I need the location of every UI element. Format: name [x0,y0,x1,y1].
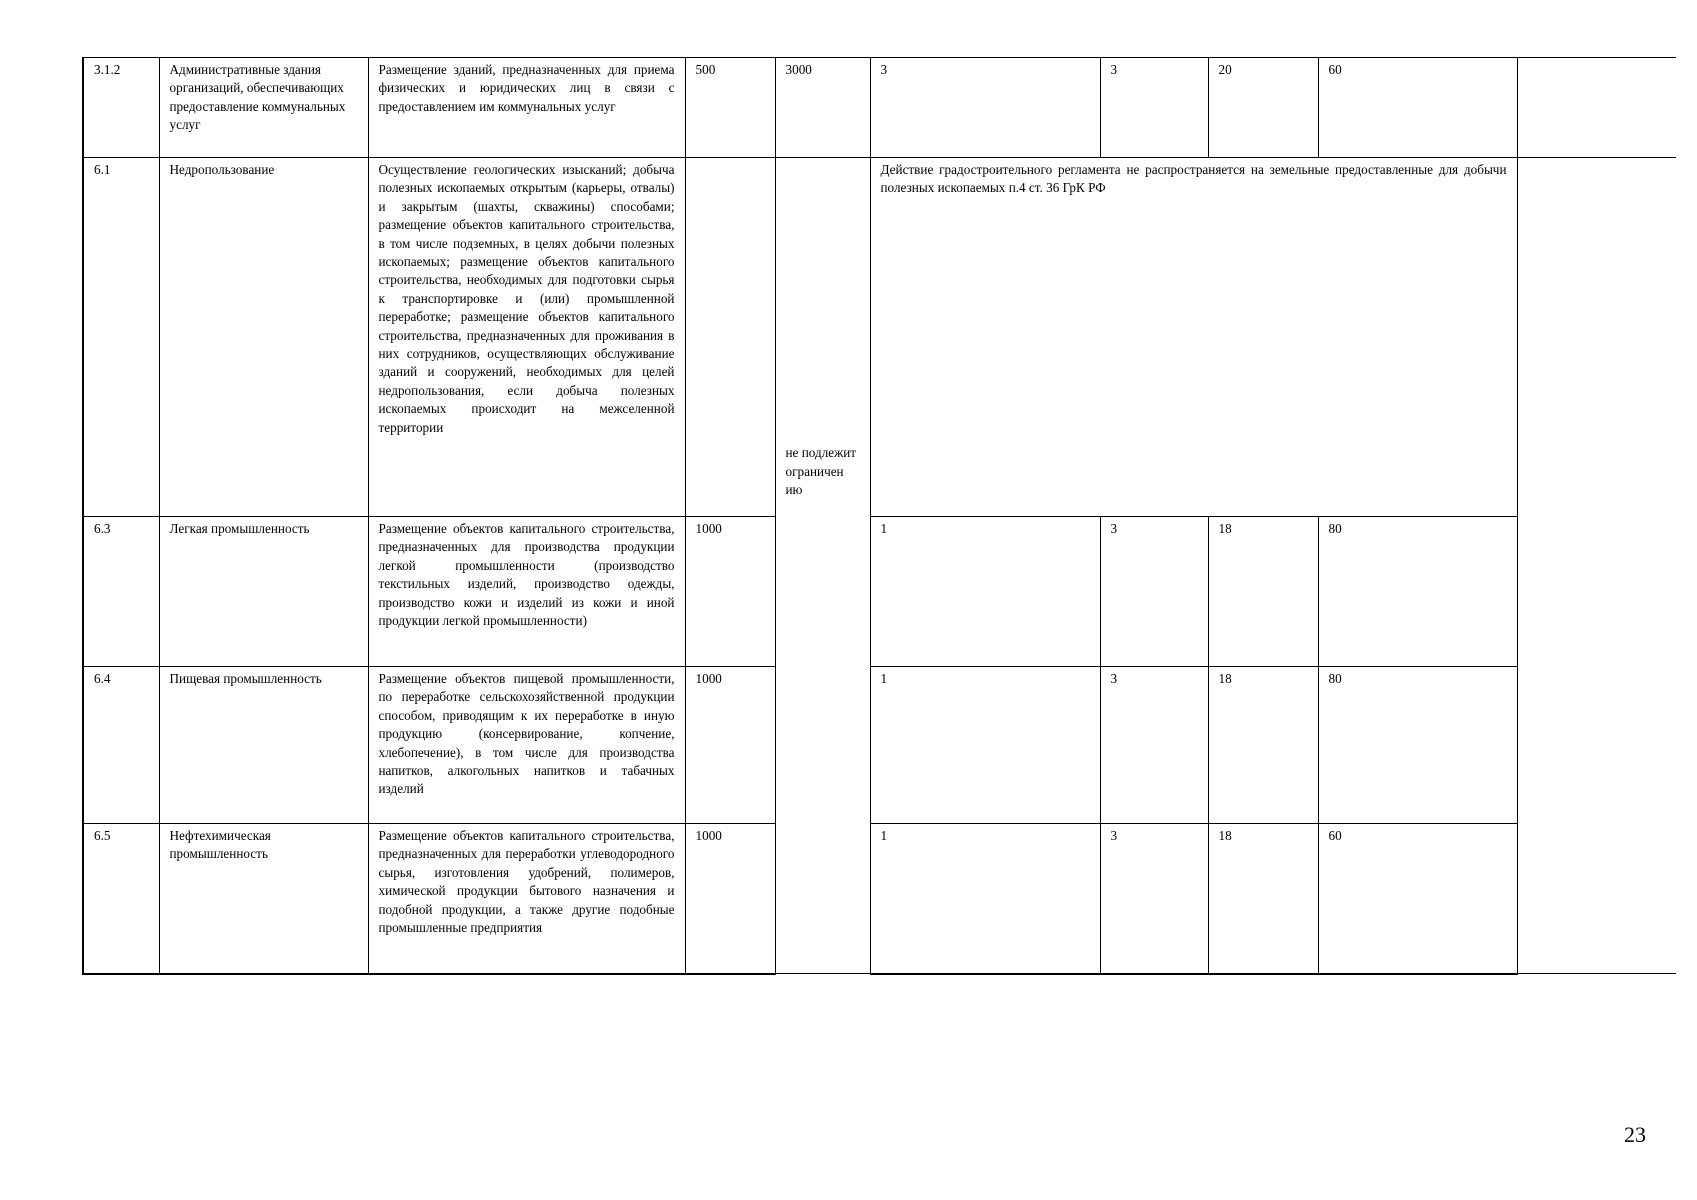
value-cell: 3 [1100,58,1208,158]
min-area-cell: 500 [685,58,775,158]
table-row [83,58,1676,158]
code-cell: 6.3 [83,517,159,667]
min-area-cell: 1000 [685,667,775,824]
max-area-merged-cell: не подлежит ограничен ию [775,158,870,974]
value-cell: 3 [870,58,1100,158]
use-name-cell: Пищевая промышленность [159,667,368,824]
value-cell: 1 [870,517,1100,667]
table-row [83,667,1676,824]
description-cell: Размещение объектов пищевой промышленности, по переработке сельскохозяйственной продукции способом, приводящим к их переработке в иную продукцию (консервирование, копчение, хлебопечение), в том числе для производства напитков, алкогольных напитков и табачных изделий [368,667,685,824]
note-cell [870,158,1517,517]
value-cell: 18 [1208,517,1318,667]
value-cell: 60 [1318,58,1517,158]
regulation-note: Действие градостроительного регламента не распространяется на земельные предоставленные для добычи полезных ископаемых п.4 ст. 36 ГрК РФ [880,162,1507,196]
value-cell: 1 [870,824,1100,974]
table-row [83,517,1676,667]
code-cell: 6.5 [83,824,159,974]
code-cell: 6.1 [83,158,159,517]
min-area-cell: 1000 [685,824,775,974]
code-cell: 6.4 [83,667,159,824]
min-area-cell [685,158,775,517]
value-cell: 3 [1100,824,1208,974]
empty-cell [1517,58,1676,158]
use-name-cell: Административные здания организаций, обеспечивающих предоставление коммунальных услуг [159,58,368,158]
value-cell: 20 [1208,58,1318,158]
description-cell: Размещение зданий, предназначенных для приема физических и юридических лиц в связи с предоставлением им коммунальных услуг [368,58,685,158]
max-area-cell: 3000 [775,58,870,158]
use-name-cell: Нефтехимическая промышленность [159,824,368,974]
value-cell: 60 [1318,824,1517,974]
page-number: 23 [1624,1122,1646,1147]
value-cell: 1 [870,667,1100,824]
value-cell: 3 [1100,667,1208,824]
value-cell: 80 [1318,667,1517,824]
regulations-table [82,57,1676,975]
description-cell: Размещение объектов капитального строительства, предназначенных для производства продукции легкой промышленности (производство текстильных изделий, производство одежды, производство кожи и изделий из кожи и иной продукции легкой промышленности) [368,517,685,667]
table-row [83,158,1676,517]
value-cell: 18 [1208,824,1318,974]
description-cell: Размещение объектов капитального строительства, предназначенных для переработки углеводородного сырья, изготовления удобрений, полимеров, химической продукции бытового назначения и подобной продукции, а также другие подобные промышленные предприятия [368,824,685,974]
code-cell: 3.1.2 [83,58,159,158]
description-cell: Осуществление геологических изысканий; добыча полезных ископаемых открытым (карьеры, отвалы) и закрытым (шахты, скважины) способами; размещение объектов капитального строительства, в том числе подземных, в целях добычи полезных ископаемых; размещение объектов капитального строительства, необходимых для подготовки сырья к транспортировке и (или) промышленной переработке; размещение объектов капитального строительства, предназначенных для проживания в них сотрудников, осуществляющих обслуживание зданий и сооружений, необходимых для целей недропользования, если добыча полезных ископаемых происходит на межселенной территории [368,158,685,517]
use-name-cell: Недропользование [159,158,368,517]
min-area-cell: 1000 [685,517,775,667]
empty-cell [1517,158,1676,974]
value-cell: 3 [1100,517,1208,667]
value-cell: 18 [1208,667,1318,824]
use-name-cell: Легкая промышленность [159,517,368,667]
value-cell: 80 [1318,517,1517,667]
table-row [83,824,1676,974]
